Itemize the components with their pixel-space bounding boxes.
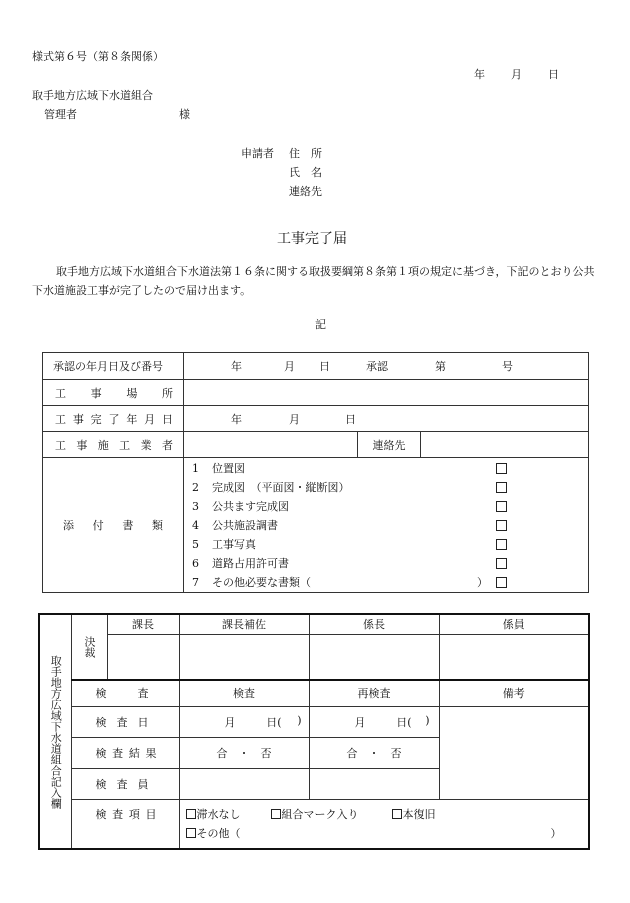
attachment-number: 4	[192, 518, 199, 532]
completion-day: 日	[345, 412, 356, 426]
role-kacho-hosa: 課長補佐	[179, 614, 309, 634]
attachment-row	[192, 478, 588, 497]
applicant-label: 申請者	[241, 147, 274, 160]
reinspect-result-value[interactable]: 合 ・ 否	[309, 737, 439, 768]
attachment-number: 1	[192, 461, 199, 475]
completion-label	[43, 406, 184, 432]
contractor-label-char: 者	[161, 438, 173, 452]
items-label-char: 項	[128, 807, 140, 821]
contractor-label-char: 施	[97, 438, 109, 452]
stamp-kacho[interactable]	[107, 634, 179, 680]
attachment-row	[192, 573, 588, 592]
attachment-name: 道路占用許可書	[212, 557, 289, 570]
attachment-name: 公共施設調書	[212, 519, 278, 532]
kessai-label: 決裁	[71, 614, 107, 680]
result-label-char: 査	[112, 746, 124, 760]
office-use-table	[38, 613, 590, 850]
role-kakaricho: 係長	[309, 614, 439, 634]
approval-day: 日	[319, 360, 330, 373]
reinspect-date-value[interactable]	[309, 706, 439, 737]
reinspector-value[interactable]	[309, 768, 439, 799]
completion-label-char: 了	[108, 412, 120, 426]
item-no-standing-water: 滞水なし	[196, 808, 241, 822]
item-other-close: ）	[550, 827, 562, 841]
items-label-char: 検	[95, 807, 107, 821]
office-use-side-label: 取手地方広域下水道組合記入欄	[39, 614, 71, 849]
contractor-row	[43, 432, 589, 458]
approval-month: 月	[284, 360, 295, 373]
inspect-result-value[interactable]: 合 ・ 否	[179, 737, 309, 768]
completion-label-char: 年	[126, 412, 138, 426]
inspect-items-value	[179, 799, 589, 849]
completion-label-char: 日	[161, 412, 173, 426]
application-table	[42, 352, 589, 593]
ki-label: 記	[315, 318, 326, 331]
attachment-row	[192, 497, 588, 516]
attachment-checkbox[interactable]	[496, 558, 507, 569]
attachment-name: その他必要な書類（	[212, 576, 311, 589]
site-label-char: 工	[55, 386, 66, 400]
inspect-col-header: 検査	[179, 680, 309, 706]
completion-label-char: 事	[72, 412, 84, 426]
result-label-char: 果	[145, 746, 157, 760]
completion-month: 月	[289, 412, 300, 426]
inspector-label-char: 査	[116, 777, 128, 791]
site-row	[43, 380, 589, 406]
site-label	[43, 380, 184, 406]
check-restoration[interactable]	[392, 809, 402, 819]
attachment-checkbox[interactable]	[496, 501, 507, 512]
reinspect-date-day: 日(	[396, 715, 412, 729]
inspect-header-label	[71, 680, 179, 706]
date-day-label: 日	[548, 68, 559, 81]
approval-value[interactable]	[184, 353, 589, 380]
attachment-name: 公共ます完成図	[212, 500, 289, 513]
attachment-number: 6	[192, 556, 199, 570]
attachment-row	[192, 516, 588, 535]
inspector-label-char: 員	[137, 777, 149, 791]
date-label-char: 検	[95, 715, 107, 729]
approval-dai: 第	[435, 360, 446, 373]
site-label-char: 事	[90, 386, 102, 400]
attachment-checkbox[interactable]	[496, 520, 507, 531]
stamp-kacho-hosa[interactable]	[179, 634, 309, 680]
inspect-date-label	[71, 706, 179, 737]
attachment-name: 完成図 （平面図・縦断図）	[212, 481, 350, 494]
completion-value[interactable]	[184, 406, 589, 432]
attachment-number: 7	[192, 575, 199, 589]
role-kacho: 課長	[107, 614, 179, 634]
check-other[interactable]	[186, 828, 196, 838]
role-kakariin: 係員	[439, 614, 589, 634]
item-other: その他（	[196, 827, 241, 841]
applicant-name-label: 氏 名	[289, 166, 322, 179]
items-label-char: 査	[112, 807, 124, 821]
attachment-name: 工事写真	[212, 538, 256, 551]
inspector-label-char: 検	[95, 777, 107, 791]
completion-label-char: 完	[90, 412, 102, 426]
completion-year: 年	[231, 412, 242, 426]
reinspect-col-header: 再検査	[309, 680, 439, 706]
reinspect-date-close: )	[425, 713, 430, 727]
contractor-value[interactable]	[184, 432, 358, 458]
approval-go: 号	[502, 360, 513, 373]
contractor-label-char: 工	[55, 438, 66, 452]
item-union-mark: 組合マーク入り	[281, 808, 359, 822]
attach-label-char: 書	[122, 519, 134, 532]
sama-label: 様	[179, 108, 190, 121]
date-label-char: 日	[137, 715, 149, 729]
document-title: 工事完了届	[277, 231, 347, 247]
inspect-date-day: 日(	[266, 715, 282, 729]
date-year-label: 年	[474, 68, 485, 81]
contractor-label-char: 業	[140, 438, 152, 452]
attachment-number: 3	[192, 499, 199, 513]
attachment-checkbox[interactable]	[496, 577, 507, 588]
site-label-char: 所	[161, 386, 173, 400]
contractor-contact-value[interactable]	[421, 432, 589, 458]
completion-row	[43, 406, 589, 432]
approval-label: 承認の年月日及び番号	[43, 353, 184, 380]
check-no-standing-water[interactable]	[186, 809, 196, 819]
applicant-contact-label: 連絡先	[289, 185, 322, 198]
inspector-label	[71, 768, 179, 799]
completion-label-char: 工	[55, 412, 66, 426]
remarks-value[interactable]	[439, 706, 589, 799]
site-value[interactable]	[184, 380, 589, 406]
attach-label-char: 付	[92, 519, 104, 532]
manager-label: 管理者	[44, 108, 77, 121]
date-month-label: 月	[511, 68, 522, 81]
inspect-date-value[interactable]	[179, 706, 309, 737]
attachments-list	[184, 458, 589, 593]
inspect-items-label	[71, 799, 179, 849]
applicant-address-label: 住 所	[289, 147, 322, 160]
approval-shonin: 承認	[366, 360, 388, 373]
organization-name: 取手地方広域下水道組合	[32, 89, 153, 102]
attach-label-char: 類	[151, 519, 163, 532]
contractor-label-char: 工	[119, 438, 131, 452]
result-label-char: 結	[128, 746, 140, 760]
inspect-label-char: 検	[95, 687, 107, 701]
attachment-name: 位置図	[212, 462, 245, 475]
inspect-date-month: 月	[224, 715, 236, 729]
date-label-char: 査	[116, 715, 128, 729]
contractor-label	[43, 432, 184, 458]
contractor-contact-label: 連絡先	[358, 432, 421, 458]
inspect-result-label	[71, 737, 179, 768]
attachment-checkbox[interactable]	[496, 482, 507, 493]
check-union-mark[interactable]	[271, 809, 281, 819]
inspector-value[interactable]	[179, 768, 309, 799]
attachment-row	[192, 459, 588, 478]
approval-year: 年	[231, 360, 242, 373]
attach-label-char: 添	[63, 519, 74, 532]
inspect-date-close: )	[297, 713, 302, 727]
contractor-label-char: 事	[76, 438, 88, 452]
item-restoration: 本復旧	[402, 808, 436, 822]
attachment-checkbox[interactable]	[496, 539, 507, 550]
inspect-label-char: 査	[137, 687, 149, 701]
result-label-char: 検	[95, 746, 107, 760]
attachments-row	[43, 458, 589, 593]
site-label-char: 場	[126, 386, 138, 400]
items-label-char: 目	[145, 807, 157, 821]
form-number: 様式第６号（第８条関係）	[32, 50, 164, 63]
reinspect-date-month: 月	[354, 715, 366, 729]
attachment-row	[192, 554, 588, 573]
body-text: 取手地方広域下水道組合下水道法第１６条に関する取扱要綱第８条第１項の規定に基づき，下記のとおり公共下水道施設工事が完了したので届け出ます。	[32, 265, 595, 297]
remarks-col-header: 備考	[439, 680, 589, 706]
attachment-tail: ）	[477, 576, 488, 589]
stamp-kakaricho[interactable]	[309, 634, 439, 680]
attachment-number: 5	[192, 537, 199, 551]
attachment-checkbox[interactable]	[496, 463, 507, 474]
completion-label-char: 月	[144, 412, 156, 426]
approval-row	[43, 353, 589, 380]
attachment-number: 2	[192, 480, 199, 494]
attachments-label	[43, 458, 184, 593]
stamp-kakariin[interactable]	[439, 634, 589, 680]
attachment-row	[192, 535, 588, 554]
